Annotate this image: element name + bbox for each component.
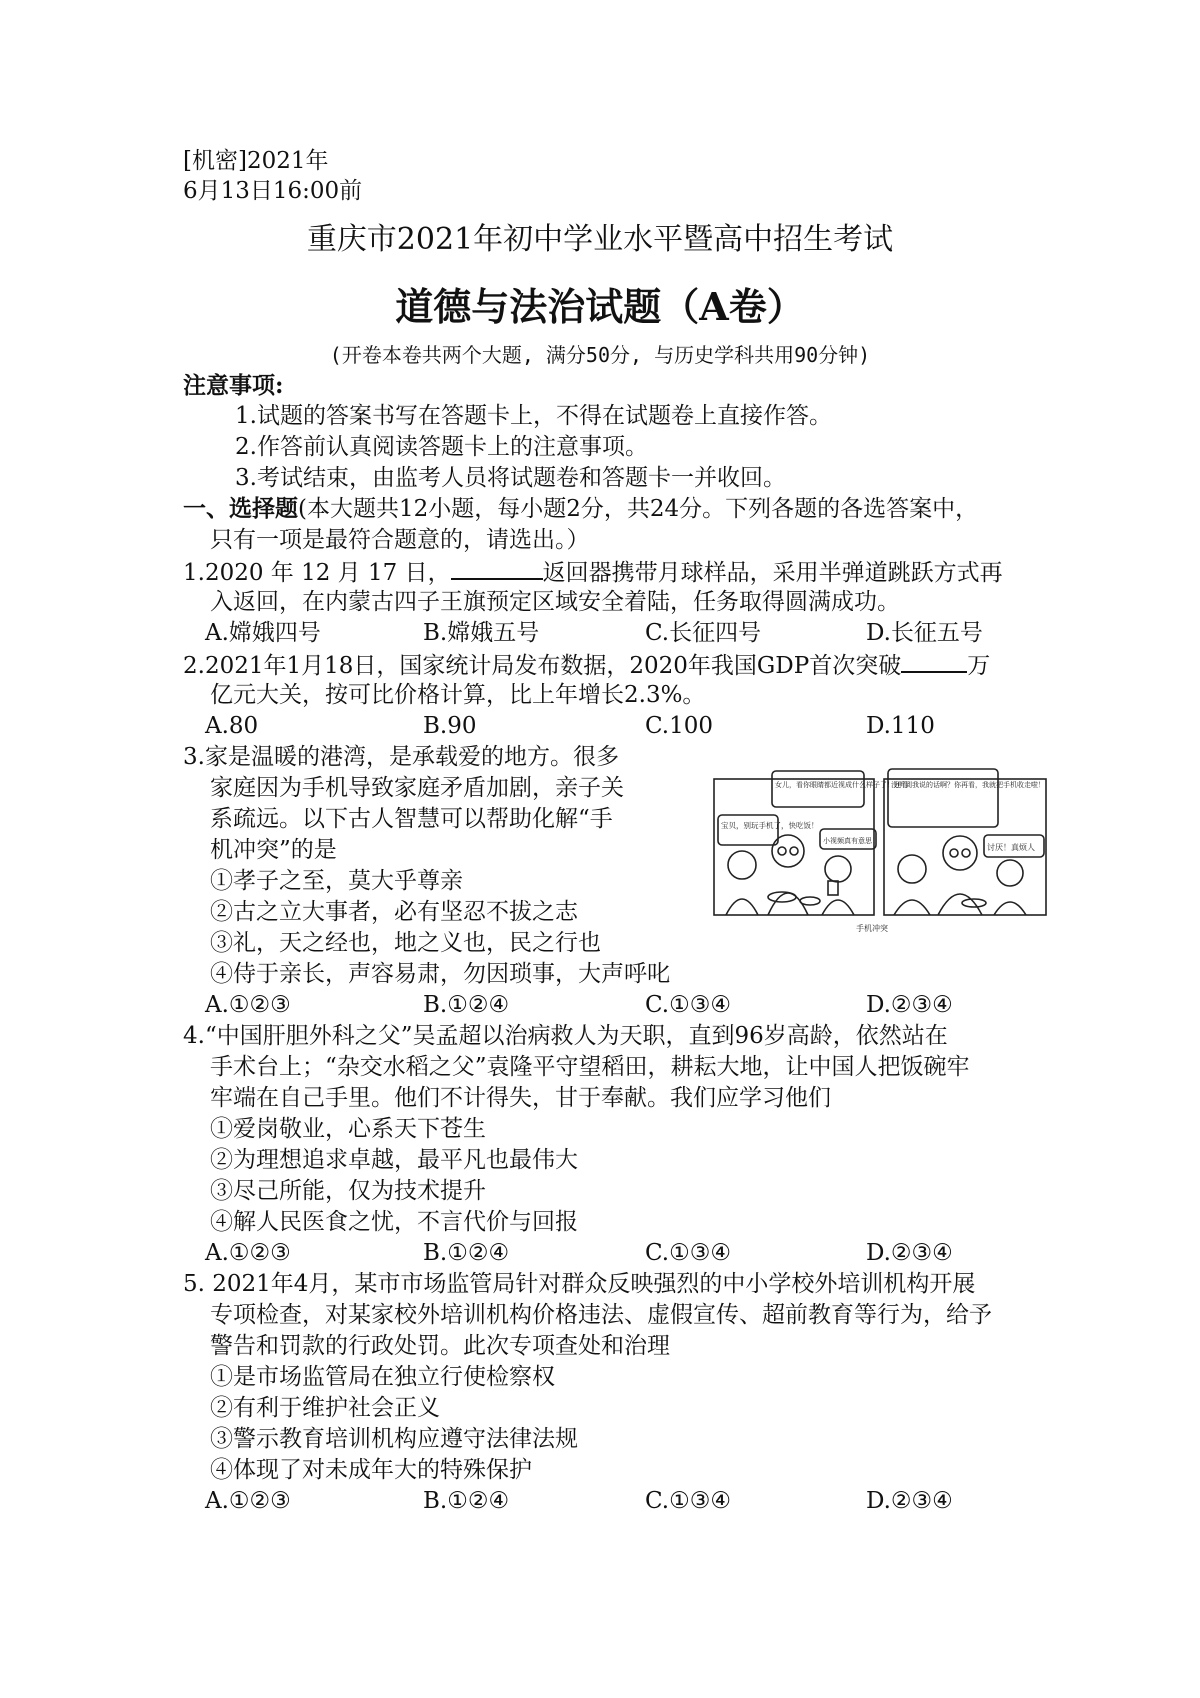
question-3-option-a: A.①②③ <box>205 992 291 1018</box>
question-3-item-3: ③礼，天之经也，地之义也，民之行也 <box>210 930 601 956</box>
question-3-option-c: C.①③④ <box>645 992 731 1018</box>
question-3-option-b: B.①②④ <box>423 992 510 1018</box>
confidential-line-2: 6月13日16:00前 <box>183 178 363 204</box>
question-3-item-2: ②古之立大事者，必有坚忍不拔之志 <box>210 899 578 925</box>
question-4-option-a: A.①②③ <box>205 1240 291 1266</box>
section-1-desc-2: 只有一项是最符合题意的，请选出。） <box>210 527 590 553</box>
question-5-option-b: B.①②④ <box>423 1488 510 1514</box>
question-5-option-c: C.①③④ <box>645 1488 731 1514</box>
daughter-figure <box>997 860 1023 886</box>
mother-figure <box>898 855 926 883</box>
question-3-item-1: ①孝子之至，莫大乎尊亲 <box>210 868 463 894</box>
question-1-line-2: 入返回，在内蒙古四子王旗预定区域安全着陆，任务取得圆满成功。 <box>210 589 900 615</box>
question-2-option-a: A.80 <box>205 713 259 739</box>
question-1-line-1 <box>183 556 1003 588</box>
question-1-option-a: A.嫦娥四号 <box>205 620 321 646</box>
question-5-line-1: 5. 2021年4月，某市市场监管局针对群众反映强烈的中小学校外培训机构开展 <box>183 1271 976 1297</box>
speech-bubble <box>772 771 864 807</box>
question-2-line-1 <box>183 649 990 681</box>
question-3-line-3: 系疏远。以下古人智慧可以帮助化解“手 <box>210 806 613 832</box>
question-4-item-1: ①爱岗敬业，心系天下苍生 <box>210 1116 486 1142</box>
speech-bubble <box>888 769 998 827</box>
subject-title: 道德与法治试题（A卷） <box>395 284 805 329</box>
phone-conflict-comic <box>712 765 1050 937</box>
comic-bubble-5: 讨厌！真烦人 <box>987 843 1035 852</box>
exam-note: (开卷本卷共两个大题, 满分50分, 与历史学科共用90分钟) <box>329 343 871 367</box>
question-4-line-1: 4.“中国肝胆外科之父”吴孟超以治病救人为天职，直到96岁高龄，依然站在 <box>183 1023 948 1049</box>
speech-bubble <box>718 815 778 845</box>
question-2-text-post: 万 <box>967 653 991 679</box>
question-3-item-4: ④侍于亲长，声容易肃，勿因琐事，大声呼叱 <box>210 961 670 987</box>
question-5-option-d: D.②③④ <box>866 1488 953 1514</box>
question-2-option-c: C.100 <box>645 713 713 739</box>
mother-figure <box>728 851 756 879</box>
notice-item-1: 1.试题的答案书写在答题卡上，不得在试题卷上直接作答。 <box>235 403 832 429</box>
question-1-option-c: C.长征四号 <box>645 620 762 646</box>
comic-bubble-2: 女儿，看你眼睛都近视成什么样子了！还看！ <box>775 781 915 789</box>
section-1-header <box>183 494 978 524</box>
question-4-item-2: ②为理想追求卓越，最平凡也最伟大 <box>210 1147 578 1173</box>
question-5-item-2: ②有利于维护社会正义 <box>210 1395 440 1421</box>
question-1-text-pre: 1.2020 年 12 月 17 日， <box>183 560 451 586</box>
question-5-line-2: 专项检查，对某家校外培训机构价格违法、虚假宣传、超前教育等行为，给予 <box>210 1302 992 1328</box>
father-figure <box>772 835 804 867</box>
question-1-text-post: 返回器携带月球样品，采用半弹道跳跃方式再 <box>542 560 1003 586</box>
question-5-option-a: A.①②③ <box>205 1488 291 1514</box>
answer-blank <box>451 556 543 580</box>
question-1-option-d: D.长征五号 <box>866 620 983 646</box>
daughter-figure <box>825 856 851 882</box>
question-5-item-4: ④体现了对未成年大的特殊保护 <box>210 1457 532 1483</box>
father-figure <box>943 836 977 870</box>
question-4-line-2: 手术台上；“杂交水稻之父”袁隆平守望稻田，耕耘大地，让中国人把饭碗牢 <box>210 1054 970 1080</box>
question-4-item-4: ④解人民医食之忧，不言代价与回报 <box>210 1209 578 1235</box>
comic-bubble-4: 没听到我说的话啊？你再看，我就把手机收走啦！ <box>891 781 1045 789</box>
question-4-item-3: ③尽己所能，仅为技术提升 <box>210 1178 486 1204</box>
question-5-line-3: 警告和罚款的行政处罚。此次专项查处和治理 <box>210 1333 670 1359</box>
question-4-line-3: 牢端在自己手里。他们不计得失，甘于奉献。我们应学习他们 <box>210 1085 831 1111</box>
notice-item-2: 2.作答前认真阅读答题卡上的注意事项。 <box>235 434 648 460</box>
comic-bubble-1: 宝贝，别玩手机了，快吃饭！ <box>721 821 819 830</box>
section-1-desc: (本大题共12小题，每小题2分，共24分。下列各题的各选答案中， <box>298 496 979 522</box>
answer-blank <box>901 649 967 673</box>
question-4-option-b: B.①②④ <box>423 1240 510 1266</box>
question-2-option-b: B.90 <box>423 713 477 739</box>
comic-bubble-3: 小视频真有意思！ <box>823 837 879 845</box>
question-4-option-d: D.②③④ <box>866 1240 953 1266</box>
question-5-item-1: ①是市场监管局在独立行使检察权 <box>210 1364 555 1390</box>
question-3-line-1: 3.家是温暖的港湾，是承载爱的地方。很多 <box>183 744 619 770</box>
comic-caption: 手机冲突 <box>856 924 888 933</box>
question-2-option-d: D.110 <box>866 713 935 739</box>
question-5-item-3: ③警示教育培训机构应遵守法律法规 <box>210 1426 578 1452</box>
notice-item-3: 3.考试结束，由监考人员将试题卷和答题卡一并收回。 <box>235 465 786 491</box>
notice-heading: 注意事项: <box>183 372 284 399</box>
section-1-label: 一、选择题 <box>183 495 298 522</box>
question-1-option-b: B.嫦娥五号 <box>423 620 540 646</box>
confidential-line-1: [机密]2021年 <box>183 148 329 174</box>
exam-title: 重庆市2021年初中学业水平暨高中招生考试 <box>306 222 894 257</box>
question-3-line-2: 家庭因为手机导致家庭矛盾加剧，亲子关 <box>210 775 624 801</box>
question-2-line-2: 亿元大关，按可比价格计算，比上年增长2.3%。 <box>210 682 706 708</box>
question-3-line-4: 机冲突”的是 <box>210 837 337 863</box>
question-4-option-c: C.①③④ <box>645 1240 731 1266</box>
question-3-option-d: D.②③④ <box>866 992 953 1018</box>
question-2-text-pre: 2.2021年1月18日，国家统计局发布数据，2020年我国GDP首次突破 <box>183 653 902 679</box>
